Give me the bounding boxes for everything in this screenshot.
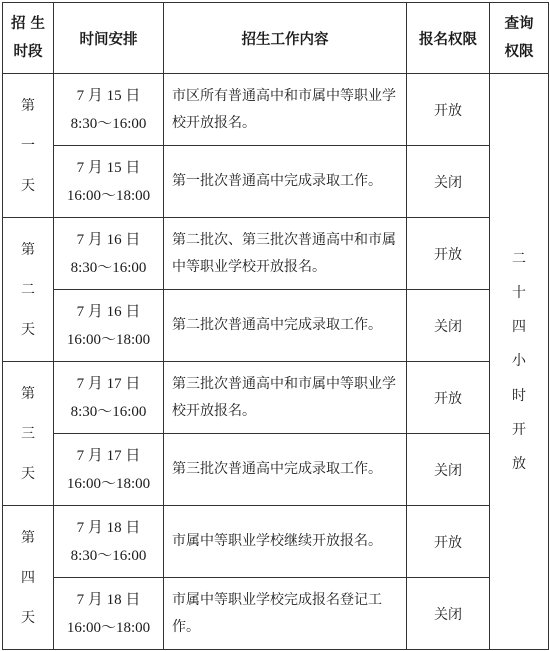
header-content: 招生工作内容 <box>164 3 407 74</box>
table-row <box>3 218 549 290</box>
query-char: 十 <box>512 284 526 301</box>
permission-cell: 开放 <box>407 74 490 146</box>
time-range-text: 16:00～18:00 <box>66 475 151 492</box>
day-label <box>3 218 54 362</box>
day-label-char: 一 <box>21 137 35 154</box>
day-label-char: 第 <box>21 97 35 114</box>
permission-cell: 关闭 <box>407 290 490 362</box>
header-query-permission <box>490 3 549 74</box>
query-char: 四 <box>512 319 526 336</box>
header-period-line1: 招 生 <box>10 15 46 32</box>
header-period-line2: 时段 <box>13 43 43 60</box>
time-range-text: 8:30～16:00 <box>70 403 147 420</box>
time-range-text: 8:30～16:00 <box>70 259 147 276</box>
header-registration-permission: 报名权限 <box>407 3 490 74</box>
day-label-char: 第 <box>21 385 35 402</box>
header-row <box>3 3 549 74</box>
day-label <box>3 362 54 506</box>
time-range-text: 16:00～18:00 <box>66 331 151 348</box>
date-text: 7 月 15 日 <box>76 87 141 104</box>
permission-cell: 关闭 <box>407 146 490 218</box>
content-cell: 第三批次普通高中和市属中等职业学校开放报名。 <box>164 362 407 434</box>
permission-cell: 开放 <box>407 362 490 434</box>
query-char: 时 <box>512 387 526 404</box>
header-period <box>3 3 54 74</box>
query-char: 小 <box>512 353 526 370</box>
content-cell: 第二批次、第三批次普通高中和市属中等职业学校开放报名。 <box>164 218 407 290</box>
time-cell <box>54 506 164 578</box>
query-permission-cell <box>490 74 549 650</box>
time-cell <box>54 146 164 218</box>
time-cell <box>54 434 164 506</box>
time-cell <box>54 362 164 434</box>
table-row <box>3 290 549 362</box>
content-cell: 第一批次普通高中完成录取工作。 <box>164 146 407 218</box>
query-char: 二 <box>512 250 526 267</box>
date-text: 7 月 17 日 <box>76 375 141 392</box>
content-cell: 第二批次普通高中完成录取工作。 <box>164 290 407 362</box>
table-row <box>3 506 549 578</box>
day-label-char: 天 <box>21 321 35 338</box>
time-range-text: 16:00～18:00 <box>66 187 151 204</box>
day-label-char: 二 <box>21 281 35 298</box>
permission-cell: 开放 <box>407 506 490 578</box>
date-text: 7 月 18 日 <box>76 591 141 608</box>
time-cell <box>54 290 164 362</box>
permission-cell: 关闭 <box>407 434 490 506</box>
table-row <box>3 74 549 146</box>
table-row <box>3 146 549 218</box>
day-label-char: 三 <box>21 425 35 442</box>
header-query-line2: 权限 <box>504 43 534 60</box>
day-label <box>3 506 54 650</box>
time-cell <box>54 74 164 146</box>
time-range-text: 16:00～18:00 <box>66 619 151 636</box>
content-cell: 第三批次普通高中完成录取工作。 <box>164 434 407 506</box>
day-label <box>3 74 54 218</box>
content-cell: 市区所有普通高中和市属中等职业学校开放报名。 <box>164 74 407 146</box>
time-cell <box>54 578 164 650</box>
date-text: 7 月 17 日 <box>76 447 141 464</box>
table-row <box>3 578 549 650</box>
content-cell: 市属中等职业学校继续开放报名。 <box>164 506 407 578</box>
content-cell: 市属中等职业学校完成报名登记工作。 <box>164 578 407 650</box>
day-label-char: 四 <box>21 569 35 586</box>
date-text: 7 月 15 日 <box>76 159 141 176</box>
date-text: 7 月 16 日 <box>76 303 141 320</box>
day-label-char: 第 <box>21 241 35 258</box>
permission-cell: 开放 <box>407 218 490 290</box>
permission-cell: 关闭 <box>407 578 490 650</box>
table-row <box>3 434 549 506</box>
date-text: 7 月 16 日 <box>76 231 141 248</box>
day-label-char: 天 <box>21 465 35 482</box>
day-label-char: 天 <box>21 609 35 626</box>
query-char: 放 <box>512 456 526 473</box>
time-cell <box>54 218 164 290</box>
date-text: 7 月 18 日 <box>76 519 141 536</box>
day-label-char: 第 <box>21 529 35 546</box>
time-range-text: 8:30～16:00 <box>70 547 147 564</box>
header-query-line1: 查询 <box>504 15 534 32</box>
time-range-text: 8:30～16:00 <box>70 115 147 132</box>
header-schedule: 时间安排 <box>54 3 164 74</box>
query-char: 开 <box>512 422 526 439</box>
enrollment-schedule-table <box>2 2 549 650</box>
day-label-char: 天 <box>21 177 35 194</box>
table-row <box>3 362 549 434</box>
